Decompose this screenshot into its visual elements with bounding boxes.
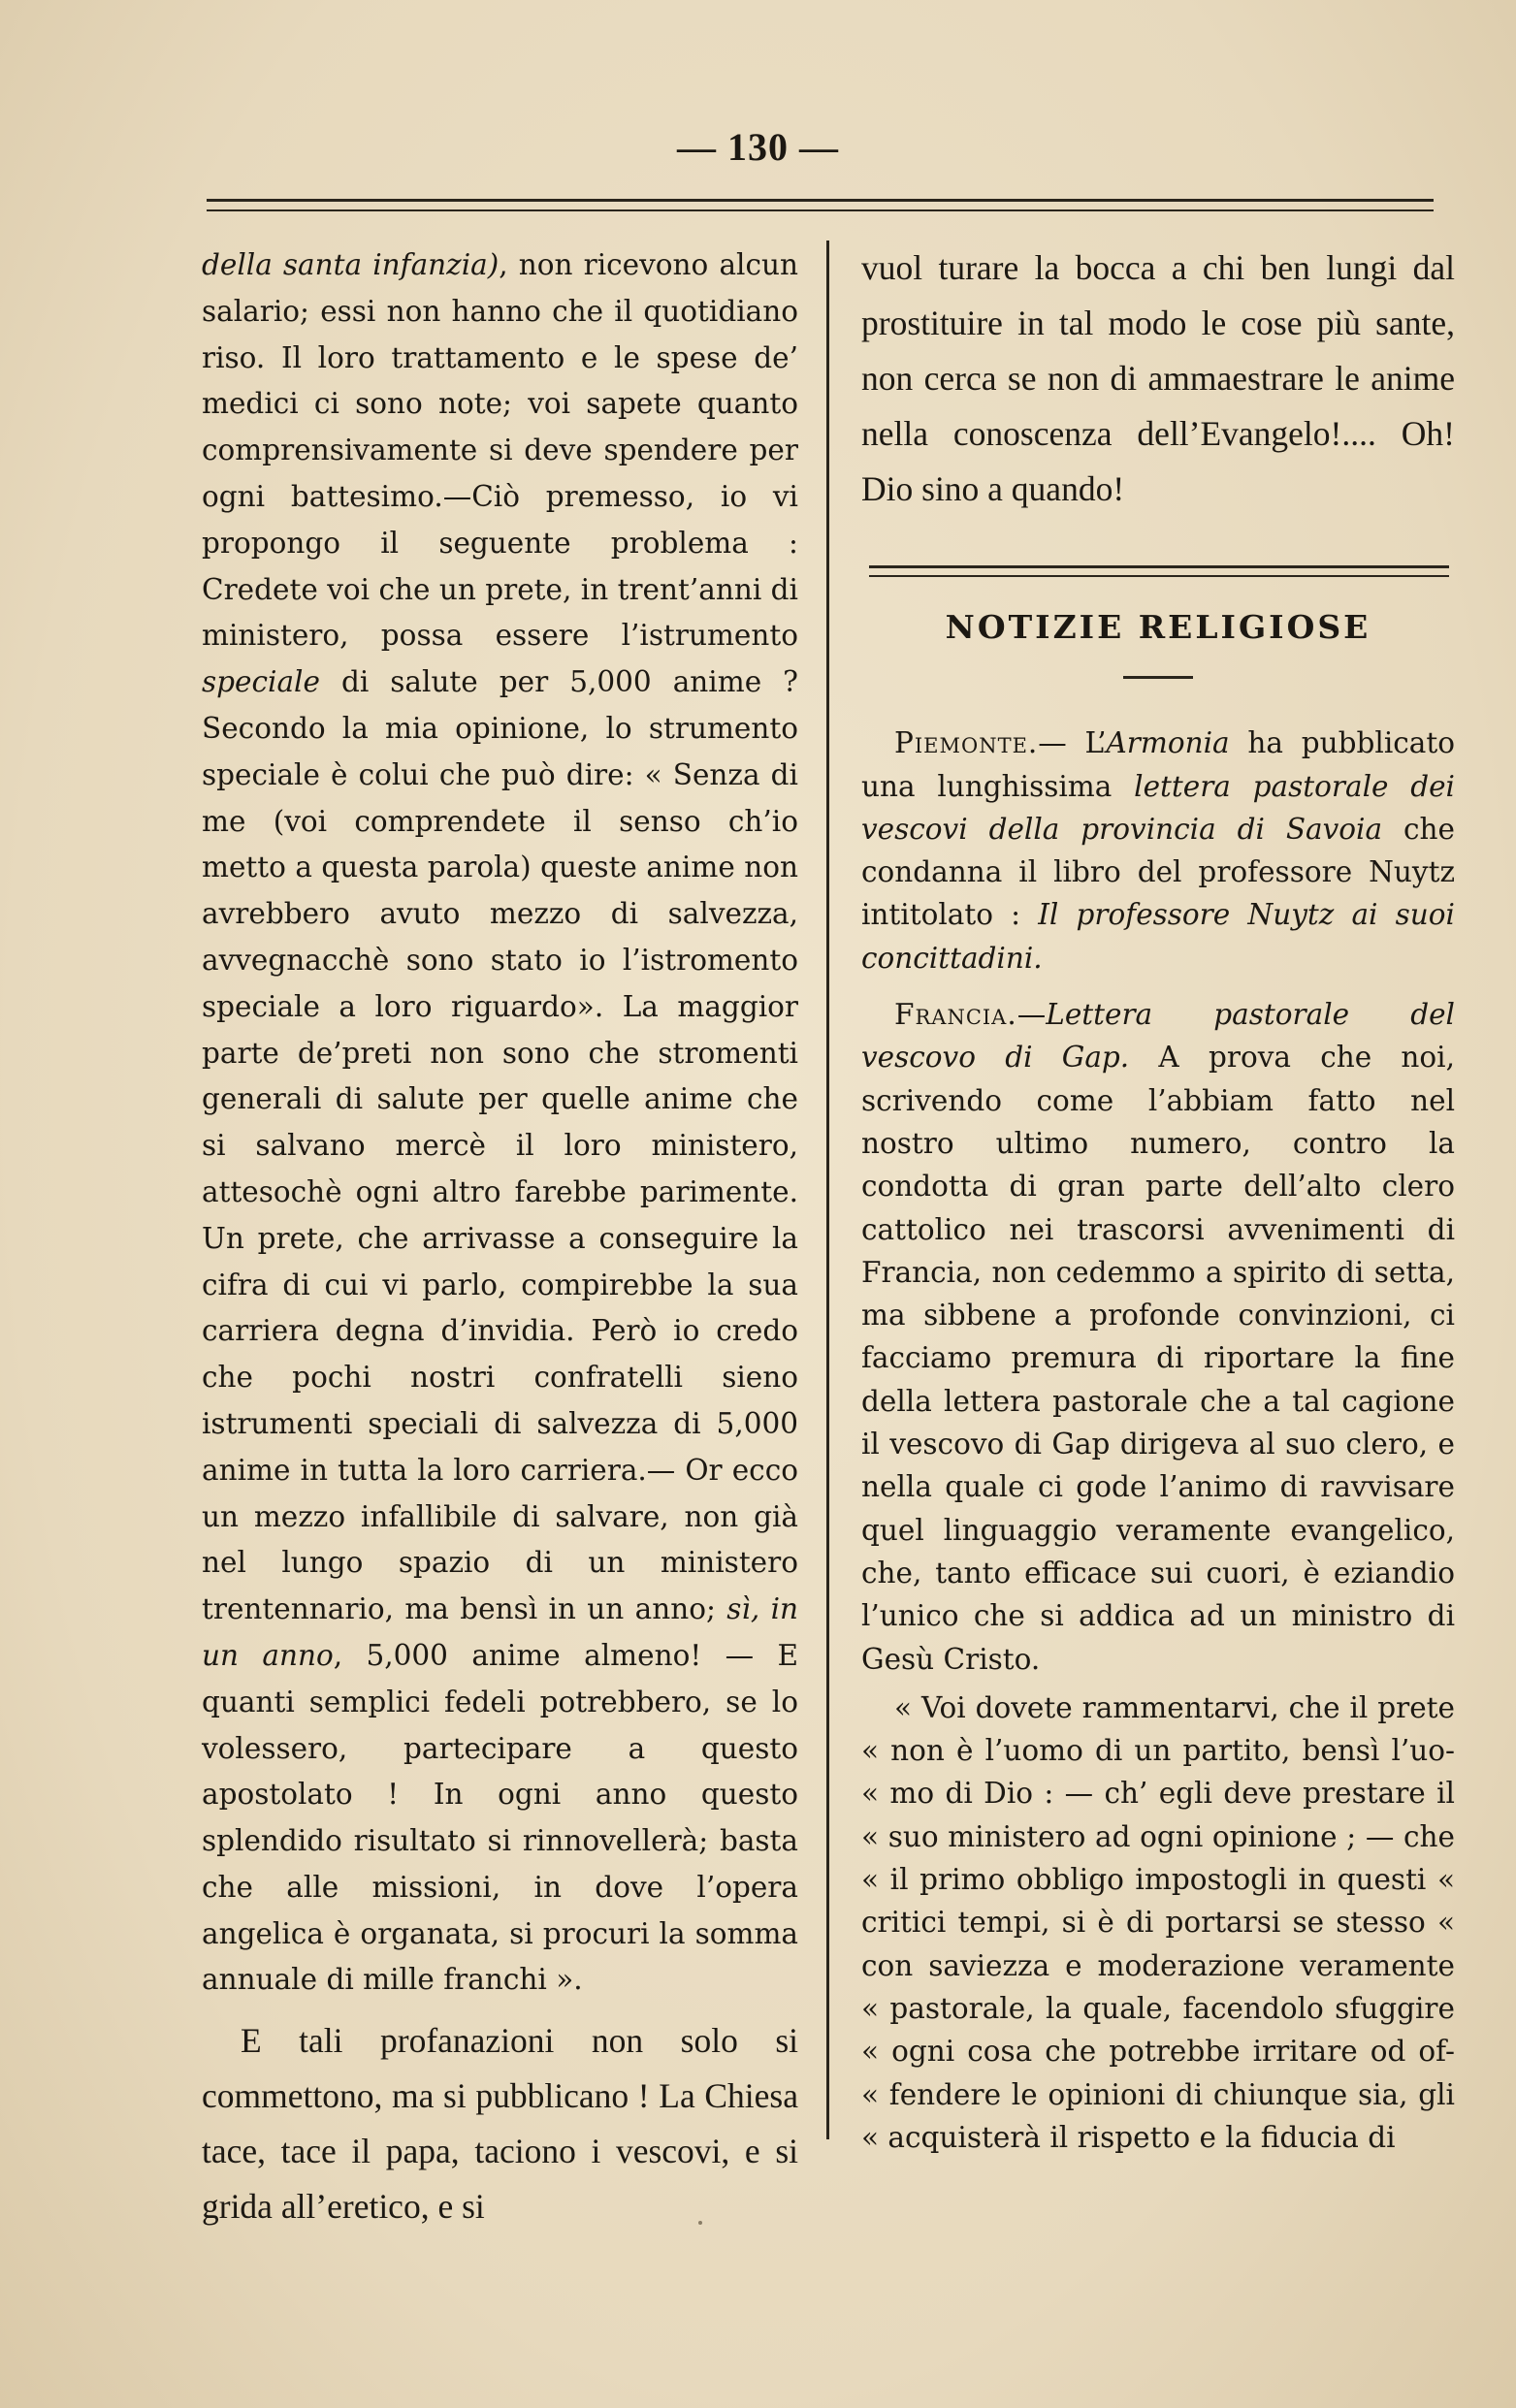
body-text: che condanna il libro del professore Nuytz intitolato : [861,812,1455,932]
body-text: ha pubblicato una lunghissima [861,726,1455,803]
page-number: — 130 — [677,125,839,169]
italic-in-un-anno: sì, in un anno [202,1592,798,1672]
body-text: , 5,000 anime almeno! — E quanti semplici fedeli potrebbero, se lo volessero, partecipare a questo apostolato ! In ogni anno questo splendido risultato si rinnovellerà; basta che alle missioni, in dove l’opera angelica è organata, si procuri la somma annuale di mille franchi ». [202,1638,798,1997]
italic-speciale: speciale [202,665,320,699]
italic-lettera: lettera pastorale dei vescovi della provincia di Savoia [861,769,1455,846]
italic-lettera-gap: Lettera pastorale del vescovo di Gap. [861,998,1455,1075]
section-double-rule [869,565,1449,577]
news-label-piemonte: Piemonte. [894,726,1039,760]
news-piemonte [861,722,1455,979]
left-paragraph-2: E tali profanazioni non solo si commettono, ma si pubblicano ! La Chiesa tace, tace il papa, taciono i vescovi, e si grida all’eretico, e si [202,2021,798,2227]
section-title: NOTIZIE RELIGIOSE [945,608,1371,646]
paper-speck [698,2221,702,2225]
left-column [202,242,798,2234]
section-short-rule [1123,676,1193,679]
body-text: A prova che noi, scrivendo come l’abbiam fatto nel nostro ultimo numero, contro la condotta di gran parte dell’alto clero cattolico nei trascorsi avvenimenti di Francia, non cedemmo a spirito di setta, ma sibbene a profonde convinzioni, ci facciamo premura di riportare la fine della lettera pastorale che a tal cagione il vescovo di Gap dirigeva al suo clero, e nella quale ci gode l’animo di ravvisare quel linguaggio veramente evangelico, che, tanto efficace sui cuori, è eziandio l’unico che si addica ad un ministro di Gesù Cristo. [861,1041,1455,1676]
body-text: , non ricevono alcun salario; essi non hanno che il quotidiano riso. Il loro trattamento e le spese de’ medici ci sono note; voi sapete quanto comprensivamente si deve spendere per ogni battesimo.—Ciò premesso, io vi propongo il seguente problema : Credete voi che un prete, in trent’anni di ministero, possa essere l’istrumento [202,248,798,653]
column-divider [826,241,829,2139]
dash: — [1016,998,1047,1032]
news-label-francia: Francia. [894,998,1017,1032]
news-francia [861,993,1455,1681]
right-column [861,241,1455,2159]
pastoral-letter-quote: « Voi dovete rammentarvi, che il prete « non è l’uomo di un partito, bensì l’uo- « mo di Dio : — ch’ egli deve prestare il « suo ministero ad ogni opinione ; — che « il primo obbligo impostogli in questi « critici tempi, si è di portarsi se stesso « con saviezza e moderazione veramente « pastorale, la quale, facendolo sfuggire « ogni cosa che potrebbe irritare od of- « fendere le opinioni di chiunque sia, gli « acquisterà il rispetto e la fiducia di [861,1690,1455,2154]
dash: — L’ [1038,726,1107,760]
italic-lead: della santa infanzia) [202,248,500,281]
header-double-rule [207,199,1434,211]
body-text: di salute per 5,000 anime ? Secondo la mia opinione, lo strumento speciale è colui che può dire: « Senza di me (voi comprendete il senso ch’io metto a questa parola) queste anime non avrebbero avuto mezzo di salvezza, avvegnacchè sono stato io l’istromento speciale a loro riguardo». La maggior parte de’preti non sono che stromenti generali di salute per quelle anime che si salvano mercè il loro ministero, attesochè ogni altro farebbe parimente. Un prete, che arrivasse a conseguire la cifra di cui vi parlo, compirebbe la sua carriera degna d’invidia. Però io credo che pochi nostri confratelli sieno istrumenti speciali di salvezza di 5,000 anime in tutta la loro carriera.— Or ecco un mezzo infallibile di salvare, non già nel lungo spazio di un ministero trentennario, ma bensì in un anno; [202,665,798,1626]
left-paragraph-1 [202,242,798,2004]
italic-book-title: Il professore Nuytz ai suoi concittadini. [861,898,1455,975]
italic-armonia: Armonia [1106,726,1230,760]
right-continuation-paragraph: vuol turare la bocca a chi ben lungi dal prostituire in tal modo le cose più sante, non cerca se non di ammaestrare le anime nella conoscenza dell’Evangelo!.... Oh! Dio sino a quando! [861,248,1455,508]
